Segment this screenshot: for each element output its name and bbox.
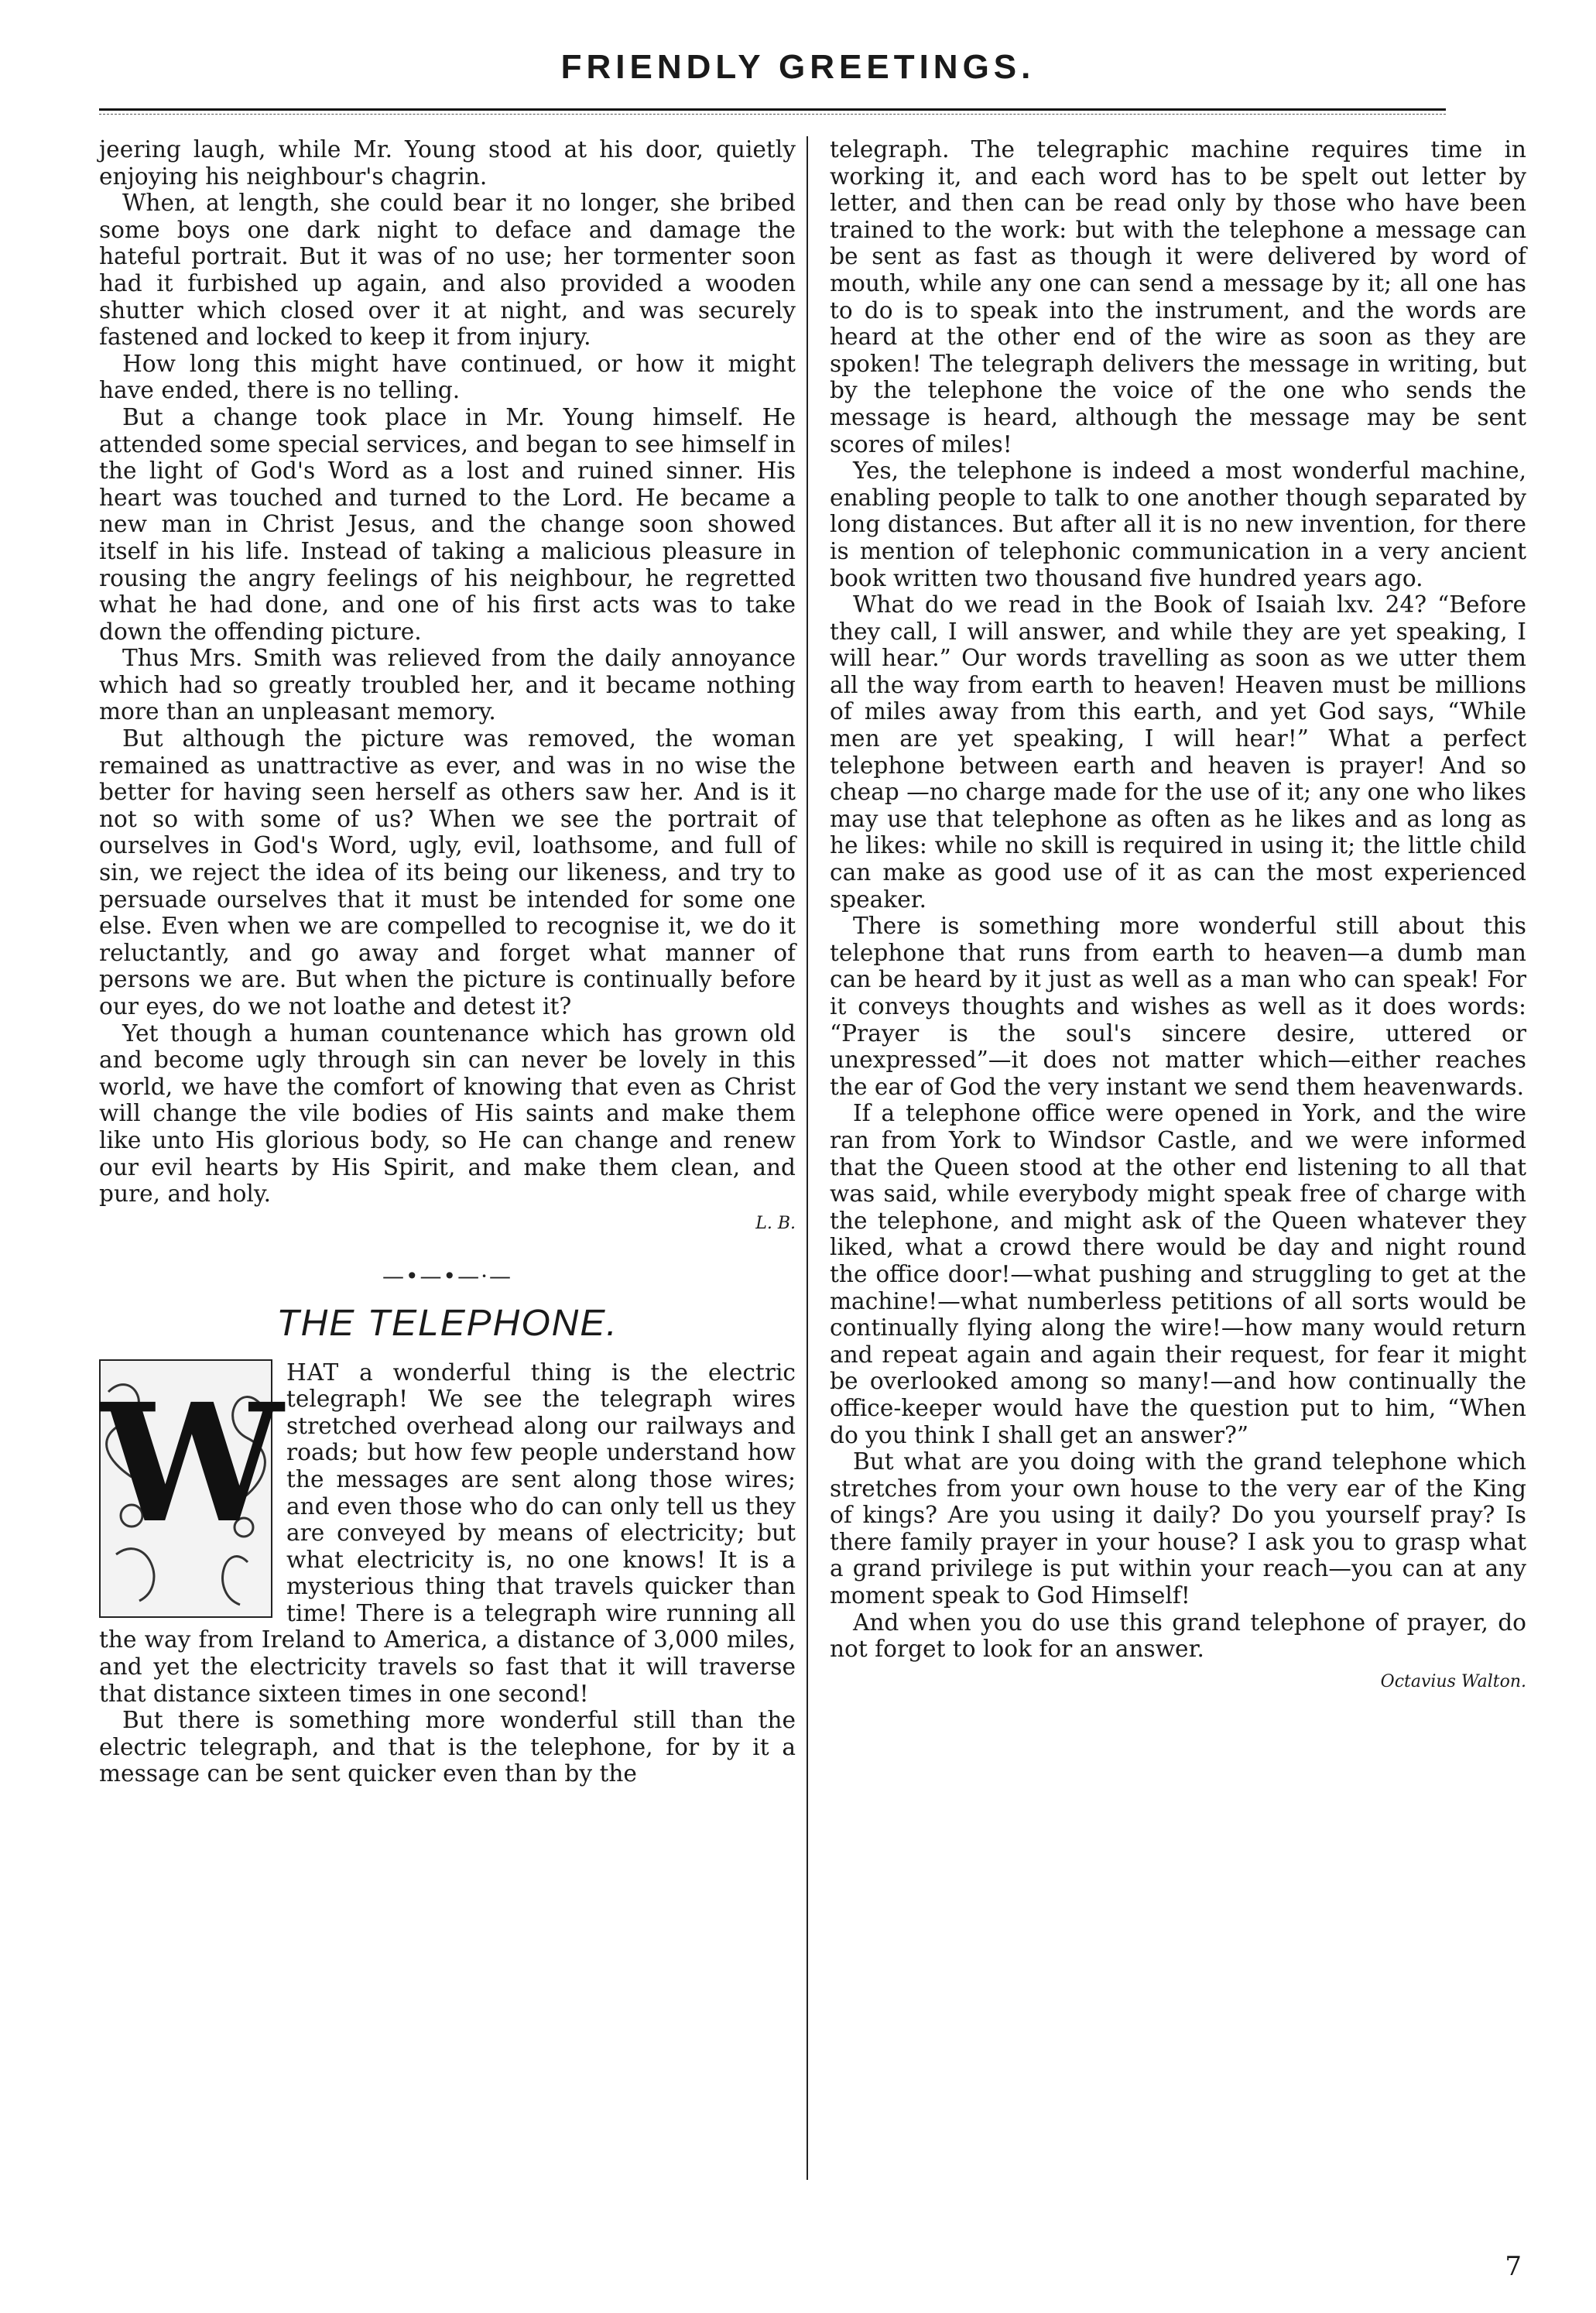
paragraph: When, at length, she could bear it no longer, she bribed some boys one dark night to deface and damage the hateful portrait. But it was of no use; her tormenter soon had it furbished up again, and also provided a wooden shutter which closed over it at night, and was securely fastened and locked to keep it from injury. (99, 190, 796, 351)
paragraph-text: a wonderful thing is the electric telegraph! We see the telegraph wires stretched overhead along our railways and roads; but how few people understand how the messages are sent along those wires; and even those who do can only tell us they are conveyed by means of electricity; but what electricity is, no one knows! It is a mysterious thing that travels quicker than time! There is a telegraph wire running all the way from Ireland to America, a distance of 3,000 miles, and yet the electricity travels so fast that it will traverse that distance sixteen times in one second! (99, 1359, 796, 1707)
author-signature: Octavius Walton. (1380, 1671, 1526, 1691)
paragraph: And when you do use this grand telephone of prayer, do not forget to look for an answer. (830, 1609, 1526, 1663)
paragraph: But a change took place in Mr. Young himself. He attended some special services, and began to see himself in the light of God's Word as a lost and ruined sinner. His heart was touched and turned to the Lord. He became a new man in Christ Jesus, and the change soon showed itself in his life. Instead of taking a malicious pleasure in rousing the angry feelings of his neighbour, he regretted what he had done, and one of his first acts was to take down the offending picture. (99, 403, 796, 645)
header-rule (99, 108, 1446, 115)
paragraph: Yet though a human countenance which has grown old and become ugly through sin can never be lovely in this world, we have the comfort of knowing that even as Christ will change the vile bodies of His saints and make them like unto His glorious body, so He can change and renew our evil hearts by His Spirit, and make them clean, and pure, and holy. (99, 1019, 796, 1208)
column-divider (807, 136, 808, 2180)
paragraph: Yes, the telephone is indeed a most wonderful machine, enabling people to talk to one another though separated by long distances. But after all it is no new invention, for there is mention of telephonic communication in a very ancient book written two thousand five hundred years ago. (830, 457, 1526, 591)
left-column (99, 136, 796, 1787)
page-number: 7 (1505, 2251, 1522, 2282)
section-ornament: —•—•—·— (382, 1263, 512, 1290)
paragraph: If a telephone office were opened in York, and the wire ran from York to Windsor Castle, and we were informed that the Queen stood at the other end listening to all that was said, while everybody might speak free of charge with the telephone, and might ask of the Queen whatever they liked, what a crowd there would be day and night round the office door!—what pushing and struggling to get at the machine!—what numberless petitions of all sorts would be continually flying along the wire!—how many would return and repeat again and again their request, for fear it might be overlooked among so many!—and how continually the office-keeper would have the question put to him, “When do you think I shall get an answer?” (830, 1100, 1526, 1448)
article-title: THE TELEPHONE. (276, 1302, 618, 1344)
paragraph: There is something more wonderful still about this telephone that runs from earth to heaven—a dumb man can be heard by it just as well as a man who can speak! For it conveys thoughts and wishes as well as it does words: “Prayer is the soul's sincere desire, uttered or unexpressed”—it does not matter which—either reaches the ear of God the very instant we send them heavenwards. (830, 913, 1526, 1100)
paragraph: What do we read in the Book of Isaiah lxv. 24? “Before they call, I will answer, and while they are yet speaking, I will hear.” Our words travelling as soon as we utter them all the way from earth to heaven! Heaven must be millions of miles away from this earth, and yet God says, “While men are yet speaking, I will hear!” What a perfect telephone between earth and heaven is prayer! And so cheap —no charge made for the use of it; any one who likes may use that telephone as often as he likes and as long as he likes: while no skill is required in using it; the little child can make as good use of it as can the most experienced speaker. (830, 591, 1526, 913)
paragraph: But what are you doing with the grand telephone which stretches from your own house to the very ear of the King of kings? Are you using it daily? Do you yourself pray? Is there family prayer in your house? I ask you to grasp what a grand privilege is put within your reach—you can at any moment speak to God Himself! (830, 1448, 1526, 1609)
decorated-initial (99, 1359, 283, 1618)
paragraph: How long this might have continued, or how it might have ended, there is no telling. (99, 350, 796, 404)
paragraph: jeering laugh, while Mr. Young stood at his door, quietly enjoying his neighbour's chagrin. (99, 136, 796, 190)
paragraph: But there is something more wonderful still than the electric telegraph, and that is the telephone, for by it a message can be sent quicker even than by the (99, 1707, 796, 1787)
paragraph: But although the picture was removed, the woman remained as unattractive as ever, and was in no wise the better for having seen herself as others saw her. And is it not so with some of us? When we see the portrait of ourselves in God's Word, ugly, evil, loathsome, and full of sin, we reject the idea of its being our likeness, and try to persuade ourselves that it must be intended for some one else. Even when we are compelled to recognise it, we do it reluctantly, and go away and forget what manner of persons we are. But when the picture is continually before our eyes, do we not loathe and detest it? (99, 725, 796, 1019)
paragraph: telegraph. The telegraphic machine requires time in working it, and each word has to be spelt out letter by letter, and then can be read only by those who have been trained to the work: but with the telephone a message can be sent as fast as though it were delivered by word of mouth, while any one can send a message by it; all one has to do is to speak into the instrument, and the words are heard at the other end of the wire as soon as they are spoken! The telegraph delivers the message in writing, but by the telephone the voice of the one who sends the message is heard, although the message may be sent scores of miles! (830, 136, 1526, 457)
dropcap-letter: W (101, 1367, 283, 1559)
signature: L. B. (755, 1213, 796, 1233)
paragraph: Thus Mrs. Smith was relieved from the daily annoyance which had so greatly troubled her, and it became nothing more than an unpleasant memory. (99, 645, 796, 725)
running-header: FRIENDLY GREETINGS. (560, 48, 1036, 86)
dropcap-continuation: HAT (286, 1359, 340, 1386)
right-column (830, 136, 1526, 1695)
